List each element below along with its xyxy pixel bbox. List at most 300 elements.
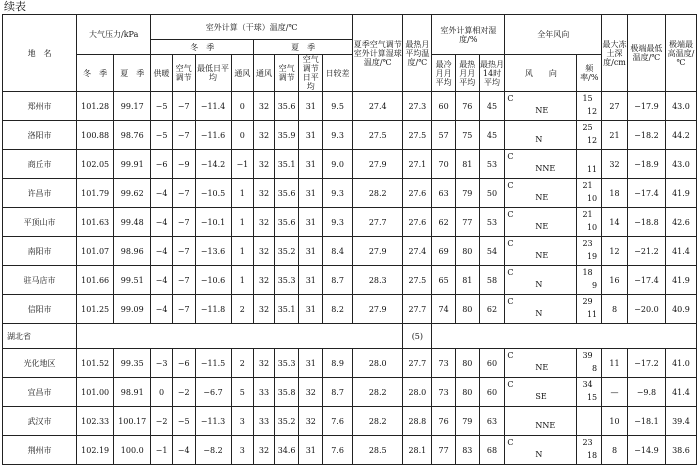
table-body-henan [3, 92, 697, 324]
summer-wet-bulb: 27.4 [353, 92, 403, 121]
rh-coldest: 76 [432, 407, 456, 436]
header-pressure: 大气压力/kPa [77, 15, 151, 55]
winter-ac: −9 [172, 150, 195, 179]
wind-direction [505, 266, 577, 295]
pressure-summer: 98.76 [114, 121, 151, 150]
hottest-month-avg: 27.5 [403, 121, 432, 150]
rh-hottest: 77 [455, 208, 479, 237]
wind-direction-value: NNE [535, 164, 556, 173]
table-row [3, 121, 697, 150]
winter-vent: 3 [231, 407, 254, 436]
summer-vent: 32 [254, 349, 275, 378]
table-body-hubei [3, 349, 697, 465]
pressure-winter: 102.05 [77, 150, 114, 179]
table-caption: 续表 [4, 0, 26, 13]
winter-ac: −7 [172, 121, 195, 150]
table-row [3, 150, 697, 179]
frost-depth: 21 [602, 121, 628, 150]
wind-calm-mark: C [507, 268, 514, 277]
pressure-summer: 100.0 [114, 436, 151, 465]
winter-ac: −7 [172, 266, 195, 295]
header-pressure-winter: 冬 季 [77, 55, 114, 92]
extreme-max: 40.9 [665, 295, 696, 324]
rh-hottest: 80 [455, 349, 479, 378]
calm-frequency: 23 [582, 438, 593, 447]
extreme-max: 43.0 [665, 92, 696, 121]
city-name: 平顶山市 [3, 208, 77, 237]
wind-direction-value: N [535, 135, 543, 144]
summer-vent: 32 [254, 150, 275, 179]
winter-heating: 0 [151, 378, 173, 407]
summer-ac-daily: 32 [299, 407, 323, 436]
winter-ac: −7 [172, 295, 195, 324]
wind-calm-mark: C [507, 94, 514, 103]
rh-coldest: 74 [432, 295, 456, 324]
wind-direction [505, 407, 577, 436]
header-wind-frequency: 频率/% [577, 55, 602, 92]
winter-ac: −4 [172, 436, 195, 465]
winter-ac: −7 [172, 237, 195, 266]
rh-hottest-14: 53 [479, 208, 505, 237]
extreme-min: −17.2 [627, 349, 665, 378]
table-row [3, 407, 697, 436]
frost-depth: 11 [602, 349, 628, 378]
wind-frequency [577, 407, 602, 436]
rh-hottest: 81 [455, 266, 479, 295]
summer-ac-daily: 31 [299, 436, 323, 465]
table-row [3, 266, 697, 295]
pressure-winter: 101.00 [77, 378, 114, 407]
header-hottest-month-avg: 最热月平均温度/℃ [403, 15, 432, 92]
wind-direction [505, 179, 577, 208]
wind-direction-value: NNE [535, 421, 556, 430]
wind-frequency [577, 121, 602, 150]
wind-direction [505, 295, 577, 324]
summer-ac-daily: 31 [299, 266, 323, 295]
wind-frequency [577, 295, 602, 324]
pressure-summer: 98.91 [114, 378, 151, 407]
summer-wet-bulb: 27.9 [353, 237, 403, 266]
header-rel-humidity: 室外计算相对湿度/% [432, 15, 505, 55]
pressure-summer: 99.09 [114, 295, 151, 324]
calm-frequency: 15 [582, 94, 593, 103]
wind-direction [505, 436, 577, 465]
header-winter-min-daily: 最低日平均 [195, 55, 231, 92]
extreme-min: −9.8 [627, 378, 665, 407]
summer-ac: 35.6 [274, 179, 299, 208]
wind-frequency [577, 92, 602, 121]
city-name: 南阳市 [3, 237, 77, 266]
hottest-month-avg: 27.1 [403, 150, 432, 179]
summer-wet-bulb: 28.3 [353, 266, 403, 295]
hottest-month-avg: 27.4 [403, 237, 432, 266]
rh-hottest-14: 54 [479, 237, 505, 266]
extreme-min: −21.2 [627, 237, 665, 266]
frost-depth: 27 [602, 92, 628, 121]
winter-vent: 0 [231, 121, 254, 150]
city-name: 荆州市 [3, 436, 77, 465]
summer-wet-bulb: 28.5 [353, 436, 403, 465]
daily-range: 9.3 [323, 208, 353, 237]
calm-frequency: 39 [582, 351, 593, 360]
wind-calm-mark: C [507, 239, 514, 248]
hottest-month-avg: 28.8 [403, 407, 432, 436]
rh-coldest: 57 [432, 121, 456, 150]
direction-frequency: 11 [586, 165, 598, 174]
pressure-summer: 99.35 [114, 349, 151, 378]
extreme-min: −17.9 [627, 92, 665, 121]
wind-direction-value: N [535, 450, 543, 459]
header-winter-vent: 通风 [231, 55, 254, 92]
wind-direction-value: NE [535, 106, 549, 115]
extreme-max: 41.9 [665, 179, 696, 208]
header-frost-depth: 最大冻土深度/cm [602, 15, 628, 92]
pressure-winter: 101.28 [77, 92, 114, 121]
header-summer-ac-daily: 空气调节日平均 [299, 55, 323, 92]
frost-depth: — [602, 378, 628, 407]
header-extreme-min: 极端最低温度/℃ [627, 15, 665, 92]
summer-ac: 35.2 [274, 407, 299, 436]
city-name: 宜昌市 [3, 378, 77, 407]
winter-min-daily: −13.6 [195, 237, 231, 266]
summer-vent: 32 [254, 266, 275, 295]
summer-ac-daily: 31 [299, 150, 323, 179]
winter-vent: 5 [231, 378, 254, 407]
pressure-winter: 101.63 [77, 208, 114, 237]
table-row [3, 378, 697, 407]
summer-ac-daily: 31 [299, 92, 323, 121]
wind-frequency [577, 150, 602, 179]
extreme-min: −17.4 [627, 266, 665, 295]
winter-min-daily: −10.6 [195, 266, 231, 295]
city-name: 郑州市 [3, 92, 77, 121]
extreme-min: −14.9 [627, 436, 665, 465]
summer-ac: 34.6 [274, 436, 299, 465]
winter-vent: 0 [231, 92, 254, 121]
winter-min-daily: −10.1 [195, 208, 231, 237]
extreme-max: 39.4 [665, 407, 696, 436]
rh-hottest-14: 50 [479, 179, 505, 208]
winter-heating: −3 [151, 349, 173, 378]
frost-depth: 12 [602, 237, 628, 266]
rh-coldest: 73 [432, 378, 456, 407]
wind-direction [505, 378, 577, 407]
extreme-min: −20.0 [627, 295, 665, 324]
summer-ac: 35.3 [274, 266, 299, 295]
extreme-min: −18.2 [627, 121, 665, 150]
rh-hottest-14: 60 [479, 349, 505, 378]
hottest-month-avg: 28.1 [403, 436, 432, 465]
winter-min-daily: −11.8 [195, 295, 231, 324]
climate-data-table [2, 14, 697, 465]
summer-ac-daily: 31 [299, 121, 323, 150]
winter-vent: 2 [231, 295, 254, 324]
rh-coldest: 60 [432, 92, 456, 121]
wind-direction [505, 92, 577, 121]
summer-ac: 35.9 [274, 121, 299, 150]
city-name: 商丘市 [3, 150, 77, 179]
rh-hottest-14: 68 [479, 436, 505, 465]
header-extreme-max: 极端最高温度/℃ [665, 15, 696, 92]
table-row [3, 295, 697, 324]
summer-vent: 32 [254, 295, 275, 324]
frost-depth: 16 [602, 266, 628, 295]
wind-direction-value: NE [535, 222, 549, 231]
wind-direction-value: N [535, 309, 543, 318]
winter-heating: −4 [151, 237, 173, 266]
rh-hottest: 81 [455, 150, 479, 179]
header-rh-hottest: 最热月月平均 [455, 55, 479, 92]
winter-min-daily: −11.4 [195, 92, 231, 121]
summer-ac: 35.2 [274, 237, 299, 266]
extreme-max: 43.0 [665, 150, 696, 179]
hottest-month-avg: 27.7 [403, 349, 432, 378]
winter-heating: −4 [151, 266, 173, 295]
province-note: (5) [403, 324, 432, 349]
pressure-summer: 99.48 [114, 208, 151, 237]
winter-heating: −4 [151, 179, 173, 208]
wind-calm-mark: C [507, 438, 514, 447]
wind-direction [505, 237, 577, 266]
wind-calm-mark: C [507, 210, 514, 219]
winter-vent: 1 [231, 208, 254, 237]
direction-frequency: 9 [592, 281, 598, 290]
summer-wet-bulb: 28.2 [353, 378, 403, 407]
wind-frequency [577, 436, 602, 465]
city-name: 武汉市 [3, 407, 77, 436]
winter-ac: −7 [172, 208, 195, 237]
city-name: 光化地区 [3, 349, 77, 378]
table-row [3, 436, 697, 465]
wind-frequency [577, 237, 602, 266]
winter-heating: −6 [151, 150, 173, 179]
rh-hottest: 83 [455, 436, 479, 465]
rh-hottest: 79 [455, 407, 479, 436]
winter-min-daily: −8.2 [195, 436, 231, 465]
winter-min-daily: −6.7 [195, 378, 231, 407]
header-pressure-summer: 夏 季 [114, 55, 151, 92]
hottest-month-avg: 27.7 [403, 295, 432, 324]
wind-calm-mark: C [507, 297, 514, 306]
header-summer-vent: 通风 [254, 55, 275, 92]
frost-depth: 14 [602, 208, 628, 237]
table-row [3, 92, 697, 121]
direction-frequency: 10 [586, 223, 598, 232]
extreme-max: 41.9 [665, 266, 696, 295]
direction-frequency: 12 [586, 136, 598, 145]
daily-range: 7.6 [323, 407, 353, 436]
wind-frequency [577, 179, 602, 208]
pressure-winter: 102.19 [77, 436, 114, 465]
table-row [3, 237, 697, 266]
direction-frequency: 12 [586, 107, 598, 116]
summer-vent: 33 [254, 378, 275, 407]
winter-vent: 1 [231, 179, 254, 208]
wind-direction [505, 349, 577, 378]
summer-ac: 35.1 [274, 150, 299, 179]
pressure-summer: 100.17 [114, 407, 151, 436]
pressure-winter: 101.52 [77, 349, 114, 378]
winter-min-daily: −11.3 [195, 407, 231, 436]
daily-range: 8.7 [323, 378, 353, 407]
summer-wet-bulb: 27.9 [353, 295, 403, 324]
rh-coldest: 65 [432, 266, 456, 295]
rh-coldest: 69 [432, 237, 456, 266]
frost-depth: 18 [602, 179, 628, 208]
summer-ac: 35.3 [274, 349, 299, 378]
winter-min-daily: −14.2 [195, 150, 231, 179]
pressure-winter: 101.79 [77, 179, 114, 208]
extreme-min: −18.9 [627, 150, 665, 179]
summer-ac-daily: 31 [299, 237, 323, 266]
header-wind-direction: 风 向 [505, 55, 577, 92]
pressure-winter: 102.33 [77, 407, 114, 436]
table-row [3, 208, 697, 237]
frost-depth: 32 [602, 150, 628, 179]
rh-coldest: 62 [432, 208, 456, 237]
wind-calm-mark: C [507, 152, 514, 161]
wind-direction [505, 150, 577, 179]
summer-ac-daily: 31 [299, 349, 323, 378]
direction-frequency: 18 [586, 451, 598, 460]
pressure-summer: 99.91 [114, 150, 151, 179]
rh-hottest-14: 60 [479, 378, 505, 407]
wind-frequency [577, 378, 602, 407]
rh-hottest: 79 [455, 179, 479, 208]
province-row [3, 324, 697, 349]
frost-depth: 10 [602, 407, 628, 436]
direction-frequency: 8 [592, 364, 598, 373]
rh-hottest-14: 63 [479, 407, 505, 436]
wind-direction-value: NE [535, 193, 549, 202]
winter-heating: −5 [151, 121, 173, 150]
winter-vent: 1 [231, 237, 254, 266]
direction-frequency: 10 [586, 194, 598, 203]
extreme-max: 38.6 [665, 436, 696, 465]
extreme-max: 42.6 [665, 208, 696, 237]
winter-heating: −1 [151, 436, 173, 465]
summer-ac: 35.1 [274, 295, 299, 324]
summer-wet-bulb: 28.2 [353, 179, 403, 208]
pressure-summer: 98.96 [114, 237, 151, 266]
table-row [3, 349, 697, 378]
frost-depth: 8 [602, 295, 628, 324]
winter-heating: −2 [151, 407, 173, 436]
winter-heating: −5 [151, 92, 173, 121]
header-rh-coldest: 最冷月月平均 [432, 55, 456, 92]
daily-range: 9.3 [323, 179, 353, 208]
calm-frequency: 25 [582, 123, 593, 132]
rh-coldest: 73 [432, 349, 456, 378]
hottest-month-avg: 27.6 [403, 208, 432, 237]
extreme-max: 41.4 [665, 237, 696, 266]
winter-ac: −2 [172, 378, 195, 407]
rh-hottest: 80 [455, 295, 479, 324]
header-daily-range: 日较差 [323, 55, 353, 92]
daily-range: 9.0 [323, 150, 353, 179]
summer-wet-bulb: 28.2 [353, 407, 403, 436]
frost-depth: 8 [602, 436, 628, 465]
header-winter: 冬 季 [151, 40, 254, 55]
hottest-month-avg: 28.0 [403, 378, 432, 407]
daily-range: 8.4 [323, 237, 353, 266]
wind-direction-value: N [535, 280, 543, 289]
wind-frequency [577, 208, 602, 237]
winter-ac: −6 [172, 349, 195, 378]
summer-ac-daily: 32 [299, 378, 323, 407]
header-location: 地 名 [3, 15, 77, 92]
header-summer-ac-wet: 夏季空气调节室外计算湿球温度/℃ [353, 15, 403, 92]
province-name: 湖北省 [3, 324, 77, 349]
pressure-winter: 101.25 [77, 295, 114, 324]
province-row-group [3, 324, 697, 349]
rh-hottest-14: 45 [479, 92, 505, 121]
extreme-max: 41.4 [665, 378, 696, 407]
extreme-max: 44.2 [665, 121, 696, 150]
wind-direction [505, 208, 577, 237]
summer-wet-bulb: 27.7 [353, 208, 403, 237]
daily-range: 7.6 [323, 436, 353, 465]
rh-hottest: 75 [455, 121, 479, 150]
rh-hottest-14: 45 [479, 121, 505, 150]
summer-vent: 32 [254, 179, 275, 208]
calm-frequency: 21 [582, 181, 593, 190]
winter-ac: −7 [172, 92, 195, 121]
header-rh-hottest-14: 最热月14时平均 [479, 55, 505, 92]
summer-wet-bulb: 28.0 [353, 349, 403, 378]
pressure-summer: 99.62 [114, 179, 151, 208]
hottest-month-avg: 27.5 [403, 266, 432, 295]
wind-frequency [577, 266, 602, 295]
summer-vent: 32 [254, 208, 275, 237]
daily-range: 8.9 [323, 349, 353, 378]
calm-frequency: 34 [582, 380, 593, 389]
extreme-max: 41.0 [665, 349, 696, 378]
daily-range: 9.3 [323, 121, 353, 150]
hottest-month-avg: 27.3 [403, 92, 432, 121]
header-summer: 夏 季 [254, 40, 353, 55]
rh-hottest-14: 53 [479, 150, 505, 179]
rh-hottest: 76 [455, 92, 479, 121]
city-name: 信阳市 [3, 295, 77, 324]
wind-direction-value: SE [535, 392, 547, 401]
rh-hottest: 80 [455, 237, 479, 266]
header-winter-ac: 空气调节 [172, 55, 195, 92]
city-name: 许昌市 [3, 179, 77, 208]
daily-range: 8.2 [323, 295, 353, 324]
wind-calm-mark: C [507, 380, 514, 389]
winter-vent: 3 [231, 436, 254, 465]
summer-wet-bulb: 27.5 [353, 121, 403, 150]
daily-range: 9.5 [323, 92, 353, 121]
winter-heating: −4 [151, 208, 173, 237]
summer-vent: 32 [254, 436, 275, 465]
summer-ac-daily: 31 [299, 295, 323, 324]
rh-coldest: 70 [432, 150, 456, 179]
pressure-winter: 100.88 [77, 121, 114, 150]
summer-vent: 33 [254, 407, 275, 436]
summer-vent: 32 [254, 237, 275, 266]
extreme-min: −18.8 [627, 208, 665, 237]
extreme-min: −18.1 [627, 407, 665, 436]
hottest-month-avg: 27.6 [403, 179, 432, 208]
direction-frequency: 15 [586, 393, 598, 402]
rh-coldest: 77 [432, 436, 456, 465]
summer-ac-daily: 31 [299, 208, 323, 237]
rh-hottest-14: 62 [479, 295, 505, 324]
header-summer-ac: 空气调节 [274, 55, 299, 92]
pressure-summer: 99.51 [114, 266, 151, 295]
